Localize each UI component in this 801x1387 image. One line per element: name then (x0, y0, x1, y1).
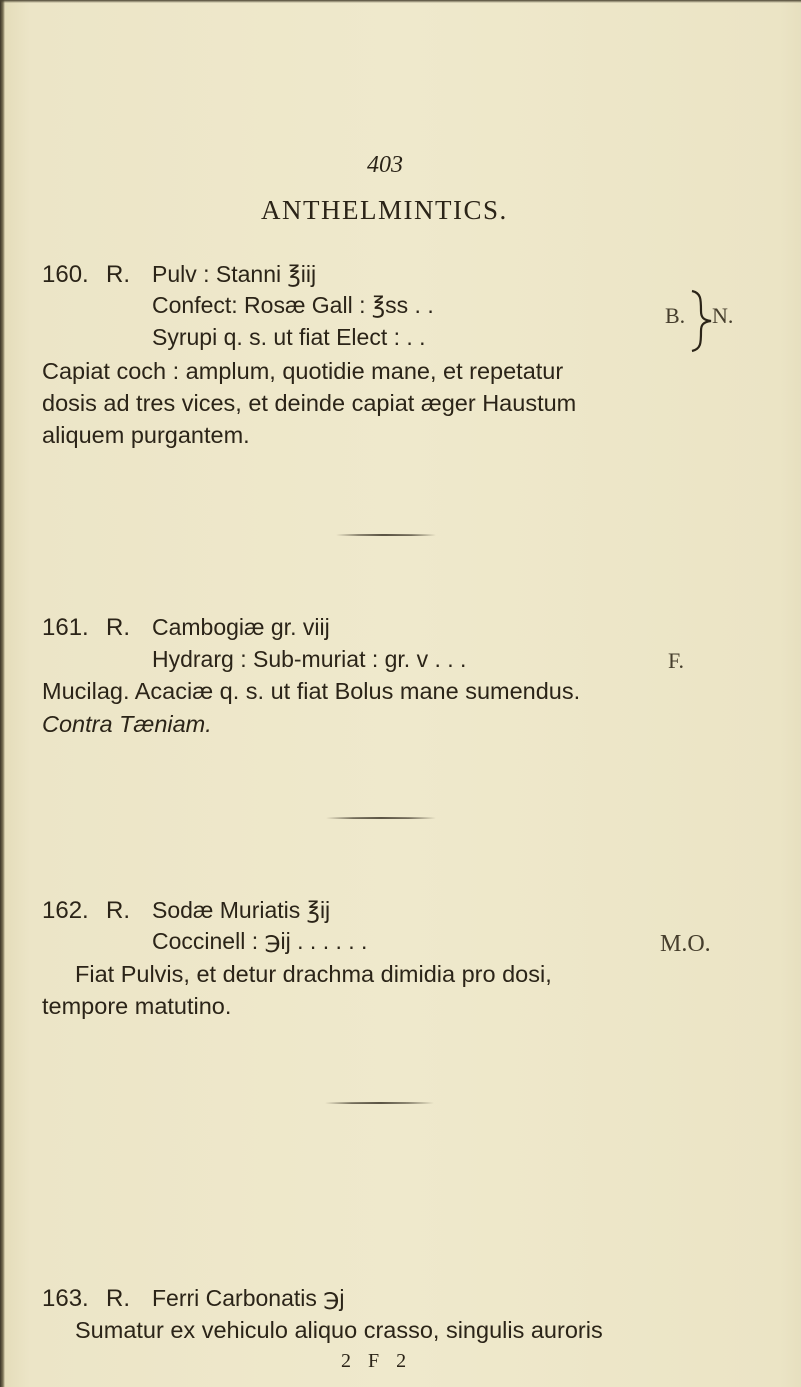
recipe-162-line-1: Sodæ Muriatis ℥ij (152, 897, 331, 923)
recipe-160-number: 160. (42, 261, 89, 288)
recipe-162-author: M.O. (660, 931, 711, 957)
recipe-163-directions-1: Sumatur ex vehiculo aliquo crasso, singulis auroris (75, 1317, 603, 1343)
recipe-161-author: F. (668, 648, 684, 673)
recipe-162-directions-2: tempore matutino. (42, 993, 232, 1019)
recipe-161-line-1: Cambogiæ gr. viij (152, 614, 330, 640)
page-number: 403 (367, 152, 403, 178)
recipe-160-line-2: Confect: Rosæ Gall : ℥ss . . (152, 292, 434, 318)
recipe-161-number: 161. (42, 614, 89, 641)
recipe-162-rx: R. (106, 897, 130, 924)
recipe-160-author-n: N. (712, 303, 734, 328)
page-top-edge (0, 0, 801, 3)
recipe-162-directions-1: Fiat Pulvis, et detur drachma dimidia pro dosi, (75, 961, 552, 987)
recipe-160-line-1: Pulv : Stanni ℥iij (152, 261, 317, 287)
recipe-160-author-b: B. (665, 303, 686, 328)
recipe-163-number: 163. (42, 1285, 89, 1312)
page-left-edge (0, 0, 5, 1387)
recipe-161-directions-1: Mucilag. Acaciæ q. s. ut fiat Bolus mane sumendus. (42, 678, 581, 704)
running-title: ANTHELMINTICS. (261, 195, 508, 225)
recipe-161-rx: R. (106, 614, 130, 641)
recipe-160-directions-1: Capiat coch : amplum, quotidie mane, et repetatur (42, 358, 564, 384)
recipe-161-note: Contra Tæniam. (42, 711, 212, 737)
printer-signature: 2 F 2 (341, 1350, 413, 1372)
section-divider (325, 1101, 434, 1105)
recipe-162-line-2: Coccinell : ℈ij . . . . . . (152, 928, 368, 954)
recipe-161-line-2: Hydrarg : Sub-muriat : gr. v . . . (152, 646, 467, 672)
section-divider (336, 533, 436, 537)
recipe-160-line-3: Syrupi q. s. ut fiat Elect : . . (152, 324, 426, 350)
recipe-163-rx: R. (106, 1285, 130, 1312)
recipe-162-number: 162. (42, 897, 89, 924)
section-divider (326, 816, 436, 820)
recipe-160-directions-2: dosis ad tres vices, et deinde capiat æger Haustum (42, 390, 577, 416)
recipe-163-line-1: Ferri Carbonatis ℈j (152, 1285, 345, 1311)
recipe-160-rx: R. (106, 261, 130, 288)
recipe-160-directions-3: aliquem purgantem. (42, 422, 250, 448)
